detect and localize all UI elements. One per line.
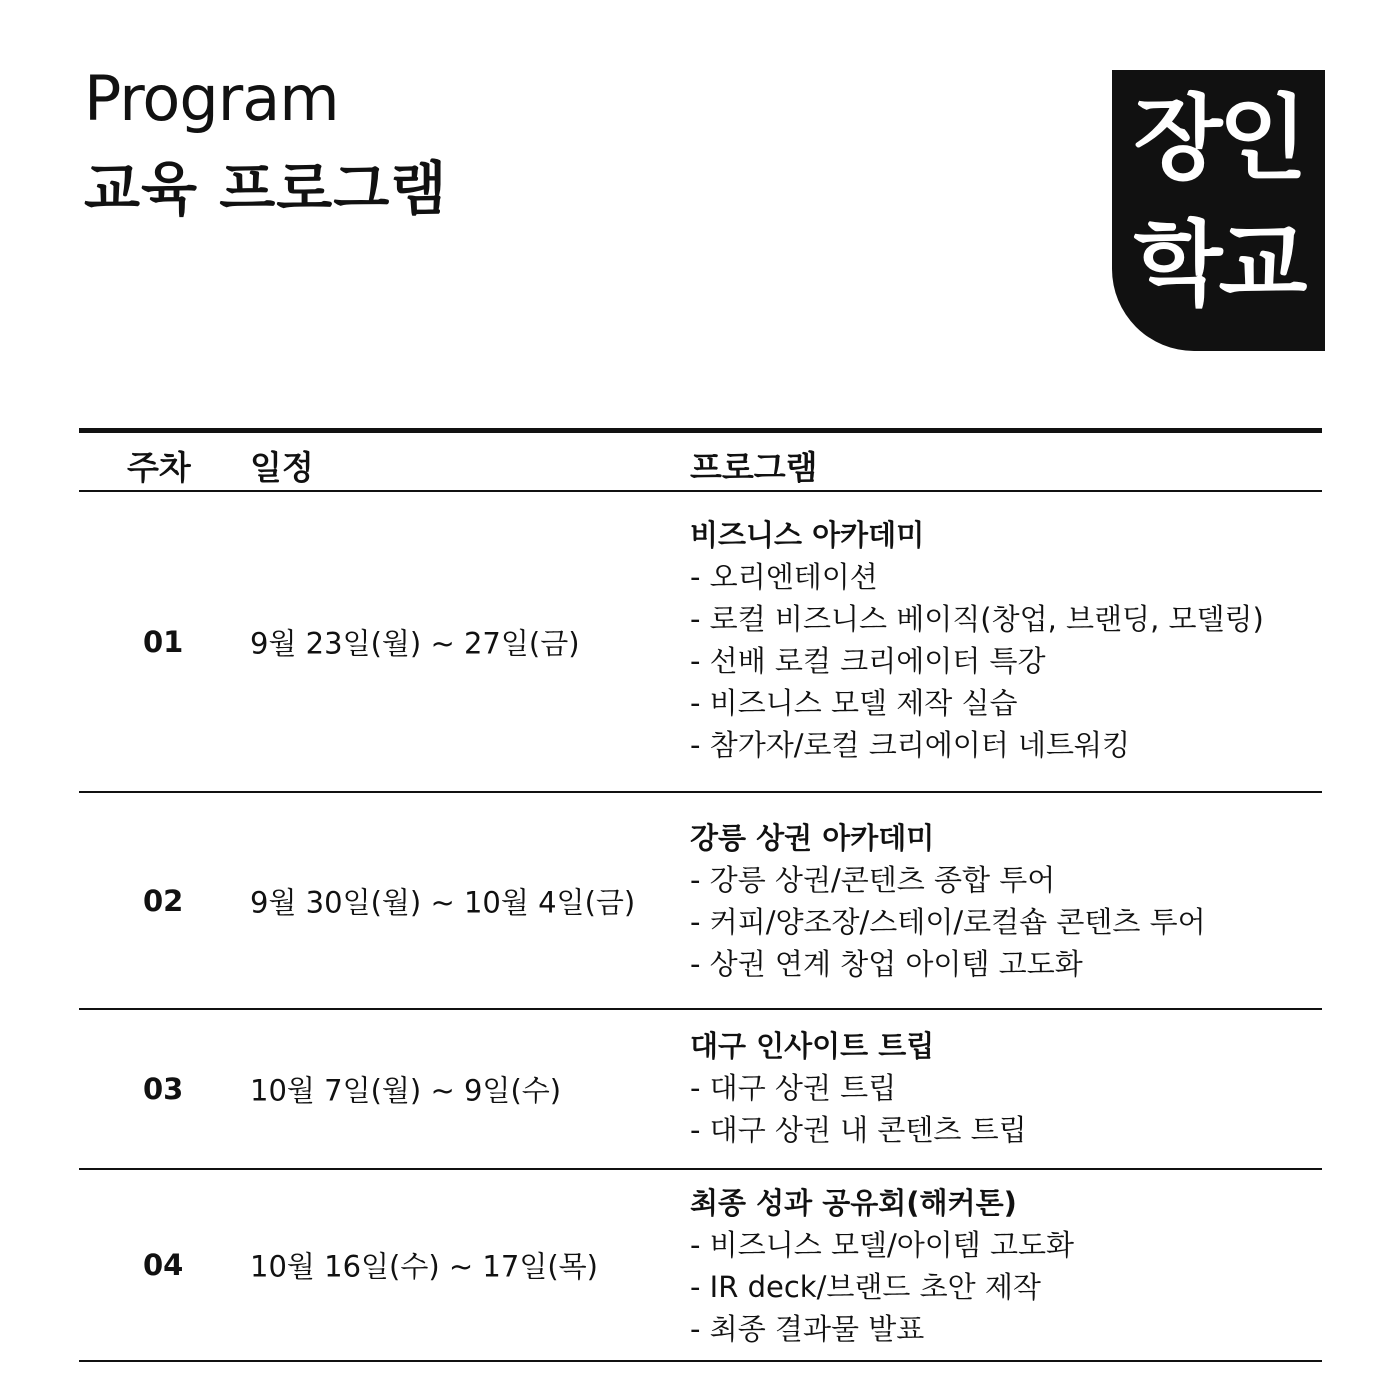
table-header-row <box>79 433 1322 492</box>
week-number: 03 <box>143 1072 184 1106</box>
program-item: - 선배 로컬 크리에이터 특강 <box>690 644 1046 678</box>
program-schedule-table <box>79 428 1322 1362</box>
program-item: - 최종 결과물 발표 <box>690 1312 925 1346</box>
table-row <box>79 492 1322 793</box>
program-item: - 비즈니스 모델 제작 실습 <box>690 686 1018 720</box>
logo-text-line2: 학교 <box>1133 211 1304 318</box>
week-number: 01 <box>143 624 184 659</box>
program-item: - 로컬 비즈니스 베이직(창업, 브랜딩, 모델링) <box>690 602 1264 636</box>
header-week: 주차 <box>127 448 191 487</box>
program-item: - 상권 연계 창업 아이템 고도화 <box>690 947 1083 981</box>
program-title: 최종 성과 공유회(해커톤) <box>690 1186 1017 1220</box>
program-cell <box>690 1025 1027 1151</box>
program-item: - 비즈니스 모델/아이템 고도화 <box>690 1228 1075 1262</box>
program-item: - IR deck/브랜드 초안 제작 <box>690 1270 1041 1304</box>
table-row <box>79 793 1322 1010</box>
program-item: - 강릉 상권/콘텐츠 종합 투어 <box>690 863 1056 897</box>
program-item: - 커피/양조장/스테이/로컬숍 콘텐츠 투어 <box>690 905 1206 939</box>
schedule-date: 9월 23일(월) ~ 27일(금) <box>250 626 580 660</box>
page-title: 교육 프로그램 <box>84 155 448 223</box>
week-number: 04 <box>143 1248 184 1282</box>
program-item: - 참가자/로컬 크리에이터 네트워킹 <box>690 728 1131 762</box>
table-row <box>79 1010 1322 1170</box>
schedule-date: 9월 30일(월) ~ 10월 4일(금) <box>250 885 636 919</box>
logo-text-line1: 장인 <box>1133 85 1304 192</box>
program-item: - 대구 상권 내 콘텐츠 트립 <box>690 1113 1027 1147</box>
schedule-date: 10월 16일(수) ~ 17일(목) <box>250 1249 598 1284</box>
program-title: 대구 인사이트 트립 <box>690 1029 935 1063</box>
jangin-school-logo <box>1112 70 1325 351</box>
header-program: 프로그램 <box>690 448 818 487</box>
header-date: 일정 <box>250 448 314 487</box>
program-title: 강릉 상권 아카데미 <box>690 821 935 855</box>
program-item: - 오리엔테이션 <box>690 560 878 594</box>
page-heading-en: Program <box>84 62 339 135</box>
program-title: 비즈니스 아카데미 <box>690 518 925 552</box>
table-row <box>79 1170 1322 1362</box>
program-cell <box>690 1182 1074 1350</box>
program-cell <box>690 514 1264 766</box>
week-number: 02 <box>143 883 184 918</box>
schedule-date: 10월 7일(월) ~ 9일(수) <box>250 1073 562 1108</box>
program-item: - 대구 상권 트립 <box>690 1071 897 1105</box>
program-cell <box>690 817 1206 985</box>
